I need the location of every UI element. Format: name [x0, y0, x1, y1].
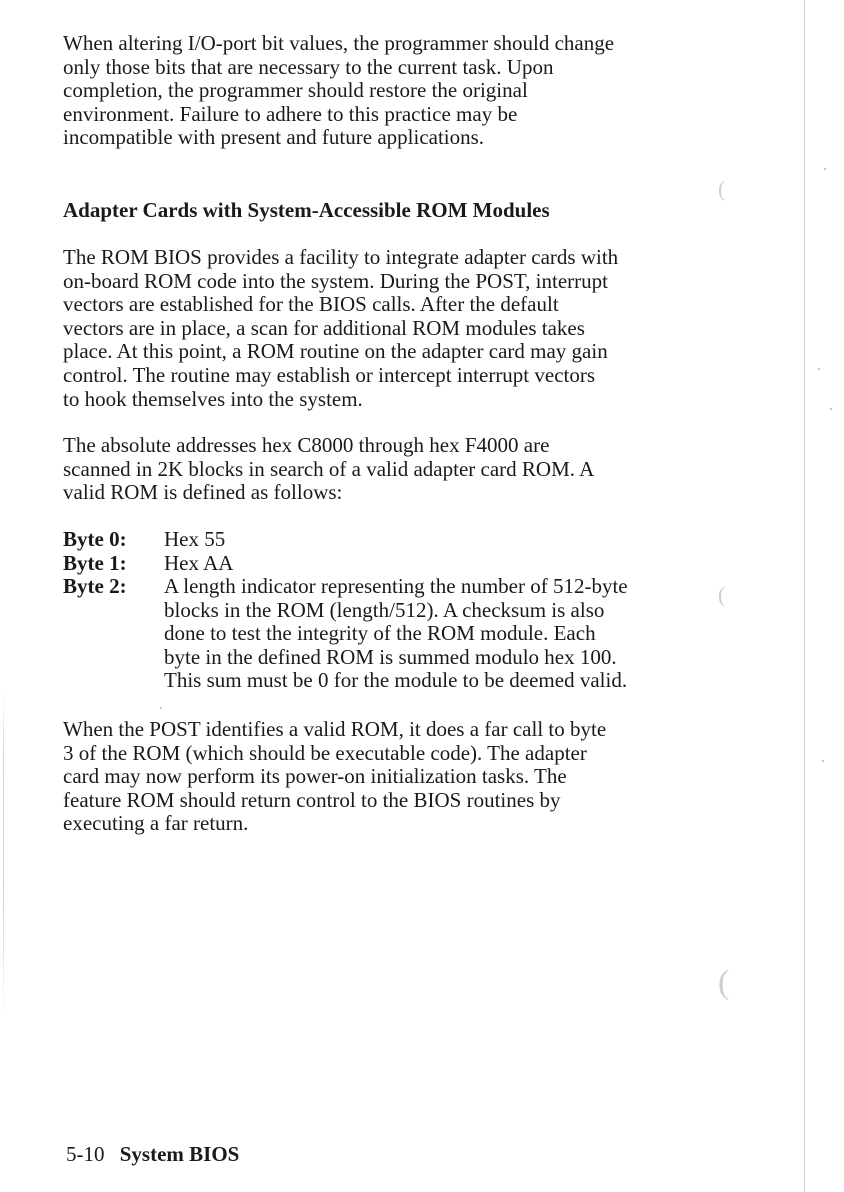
scan-speck: [830, 408, 832, 410]
byte-definition-list: [63, 526, 726, 693]
definition-description: Hex AA: [164, 550, 234, 575]
scan-speck: [818, 368, 820, 370]
definition-row: [63, 552, 723, 576]
binding-gutter-line: [804, 0, 805, 1192]
scan-artifact-mark: (: [718, 176, 726, 201]
footer-section-title: System BIOS: [119, 1142, 240, 1166]
scan-edge-shadow: [3, 690, 4, 1020]
body-paragraph: The ROM BIOS provides a facility to integrate adapter cards with on-board ROM code into the system. During the POST, interrupt vectors are established for the BIOS calls. After the default vectors are in place, a scan for additional ROM modules takes place. At this point, a ROM routine on the adapter card may gain control. The routine may establish or intercept interrupt vectors to hook themselves into the system.: [63, 244, 619, 411]
page-number: 5-10: [66, 1142, 105, 1166]
definition-row: [63, 528, 723, 552]
scan-speck: [822, 760, 824, 762]
definition-description: Hex 55: [164, 526, 226, 551]
body-paragraph: The absolute addresses hex C8000 through hex F4000 are scanned in 2K blocks in search of a valid adapter card ROM. A valid ROM is defined as follows:: [63, 433, 595, 505]
main-content: [63, 31, 726, 836]
definition-row: [63, 574, 726, 693]
definition-term: Byte 2:: [63, 574, 127, 599]
section-heading: Adapter Cards with System-Accessible ROM Modules: [63, 197, 550, 222]
definition-term: Byte 0:: [63, 526, 127, 551]
page-footer: [66, 1142, 239, 1166]
scan-artifact-mark: (: [718, 964, 730, 1001]
scan-speck: [824, 168, 826, 170]
scan-artifact-mark: (: [718, 582, 726, 607]
body-paragraph: When the POST identifies a valid ROM, it does a far call to byte 3 of the ROM (which should be executable code). The adapter card may now perform its power-on initialization tasks. The feature ROM should return control to the BIOS routines by executing a far return.: [63, 717, 607, 836]
definition-term: Byte 1:: [63, 550, 127, 575]
intro-paragraph: When altering I/O-port bit values, the programmer should change only those bits that are necessary to the current task. Upon completion, the programmer should restore the original environment. Failure to adhere to this practice may be incompatible with present and future applications.: [63, 31, 615, 150]
definition-description: A length indicator representing the number of 512-byte blocks in the ROM (length/512). A checksum is also done to test the integrity of the ROM module. Each byte in the defined ROM is summed modulo hex 100. This sum must be 0 for the module to be deemed valid.: [164, 574, 628, 693]
